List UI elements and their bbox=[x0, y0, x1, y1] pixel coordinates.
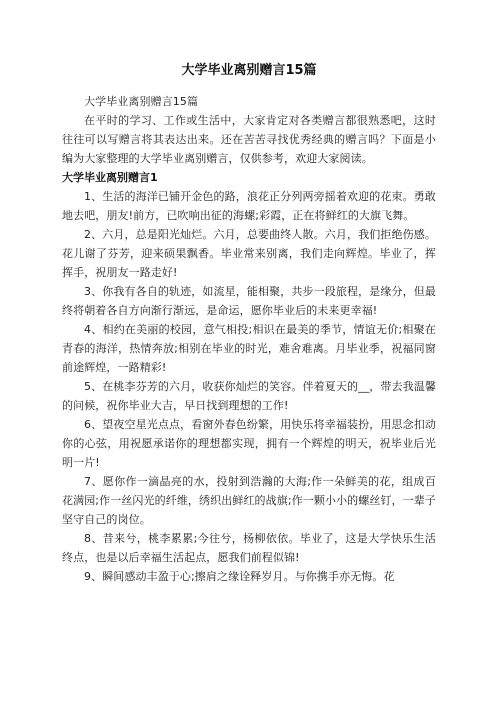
document-title: 大学毕业离别赠言15篇 bbox=[181, 63, 317, 78]
list-item: 7、愿你作一滴晶亮的水，投射到浩瀚的大海;作一朵鲜美的花，组成百花满园;作一丝闪光的纤维，绣织出鲜红的战旗;作一颗小小的螺丝钉，一辈子坚守自己的岗位。 bbox=[62, 475, 436, 526]
list-item: 2、六月，总是阳光灿烂。六月，总要曲终人散。六月，我们拒绝伤感。花儿谢了芬芳，迎来硕果飘香。毕业常来别离，我们走向辉煌。毕业了，挥挥手，祝朋友一路走好! bbox=[62, 228, 436, 279]
list-item: 9、瞬间感动丰盈于心;擦肩之缘诠释岁月。与你携手亦无悔。花 bbox=[84, 570, 395, 583]
list-item: 5、在桃李芬芳的六月，收获你灿烂的笑容。伴着夏天的__，带去我温馨的问候，祝你毕业大吉，早日找到理想的工作! bbox=[62, 380, 436, 412]
list-item: 8、昔来兮，桃李累累;今往兮，杨柳依依。毕业了，这是大学快乐生活终点，也是以后幸福生活起点，愿我们前程似锦! bbox=[62, 532, 436, 564]
intro-paragraph: 在平时的学习、工作或生活中，大家肯定对各类赠言都很熟悉吧，这时往往可以写赠言将其表达出来。还在苦苦寻找优秀经典的赠言吗？下面是小编为大家整理的大学毕业离别赠言，仅供参考，欢迎大家阅读。 bbox=[62, 114, 436, 165]
list-item: 6、望夜空星光点点，看窗外春色纷繁，用快乐将幸福装扮，用思念扣动你的心弦，用祝愿承诺你的理想都实现，拥有一个辉煌的明天，祝毕业后光明一片! bbox=[62, 418, 436, 469]
section-heading: 大学毕业离别赠言1 bbox=[62, 171, 158, 184]
intro-subtitle: 大学毕业离别赠言15篇 bbox=[84, 95, 199, 108]
list-item: 3、你我有各自的轨迹，如流星，能相聚，共步一段旅程，是缘分，但最终将朝着各自方向渐行渐远，是命运，愿你毕业后的未来更幸福! bbox=[62, 285, 436, 317]
list-item: 1、生活的海洋已铺开金色的路，浪花正分列两旁摇着欢迎的花束。勇敢地去吧，朋友!前方，已吹响出征的海螺;彩霞，正在将鲜红的大旗飞舞。 bbox=[62, 190, 436, 222]
list-item: 4、相约在美丽的校园，意气相投;相识在最美的季节，情谊无价;相聚在青春的海洋，热情奔放;相别在毕业的时光，难舍难离。月毕业季，祝福同窗前途辉煌，一路精彩! bbox=[62, 323, 436, 374]
